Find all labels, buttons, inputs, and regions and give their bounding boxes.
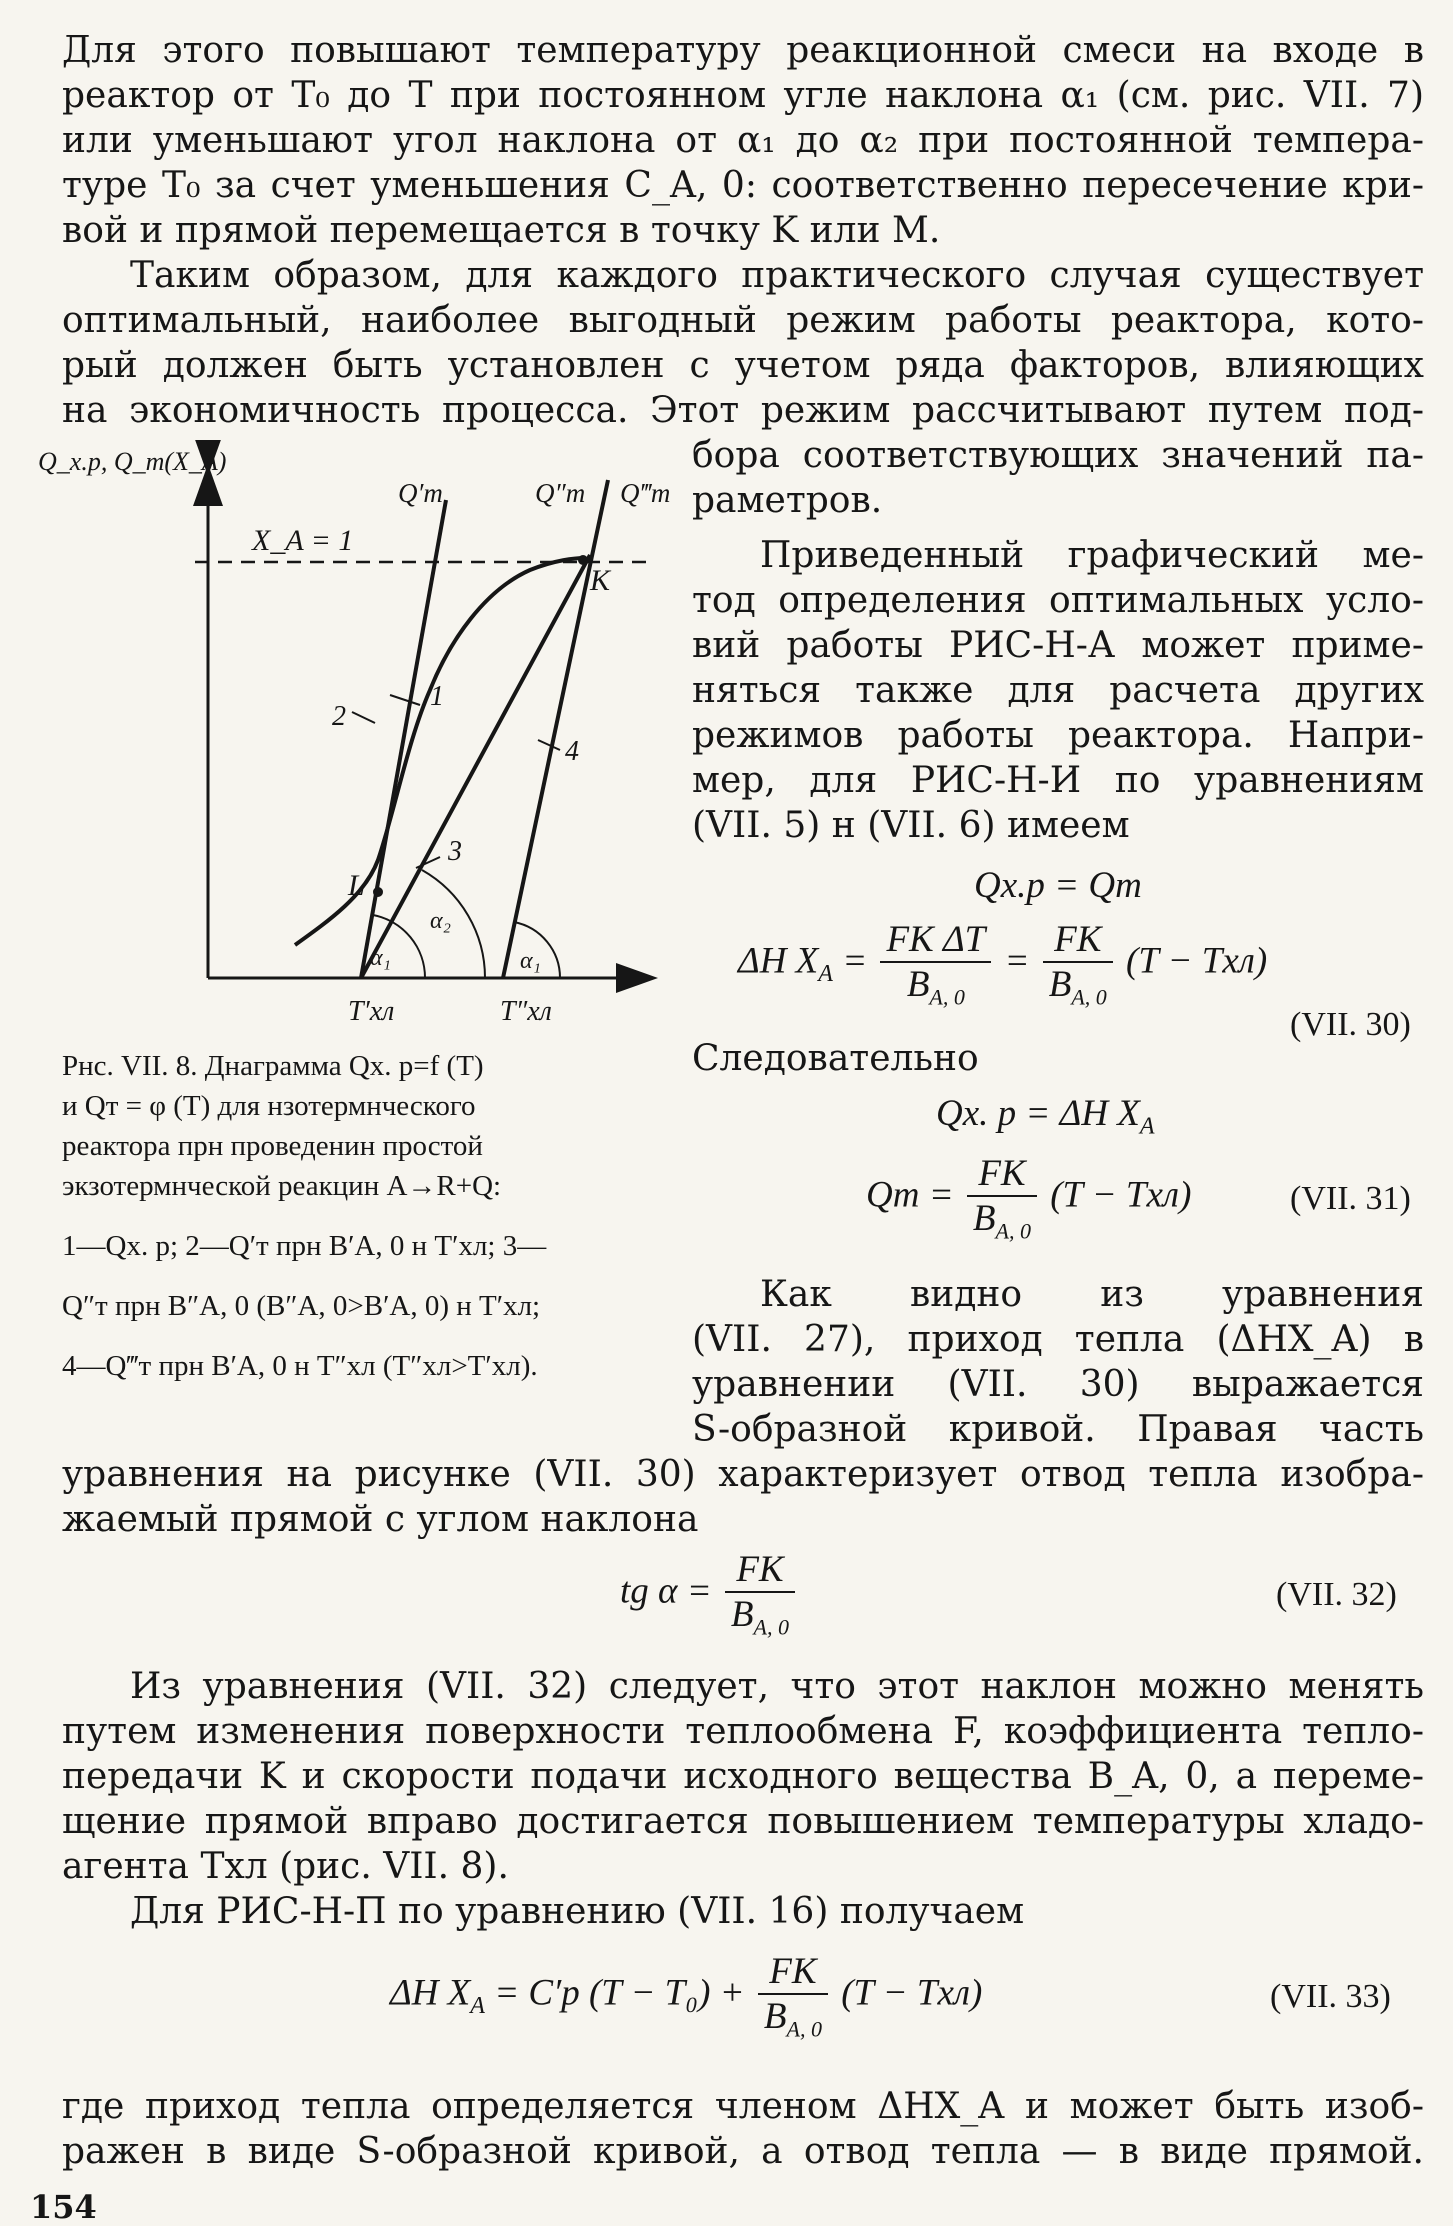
frac-den: B [1048,964,1072,1005]
frac-den-sub: A, 0 [929,984,965,1010]
text-line: тод определения оптимальных усло- [692,580,1424,621]
text-line: (VII. 27), приход тепла (ΔHX_A) в [692,1319,1424,1360]
curve-label: 1 [430,681,444,712]
caption-line: 4—Q‴т прн B′A, 0 н T″хл (T″хл>T′хл). [62,1350,538,1382]
eq-tail: (T − Tхл) [841,1972,983,2014]
top-label: Q′т [398,478,443,508]
caption-line: 1—Qх. р; 2—Q′т прн B′A, 0 н T′хл; 3— [62,1230,547,1262]
fraction [725,1548,795,1640]
frac-num: FK ΔT [880,918,991,963]
text-line: уравнении (VII. 30) выражается [692,1364,1424,1405]
equation-number: (VII. 32) [1276,1576,1397,1613]
caption-line: Рнс. VII. 8. Днаграмма Qх. р=f (T) [62,1050,484,1082]
fraction [758,1950,828,2042]
angle-label: α₁ [370,945,391,971]
line-4 [503,480,608,978]
text-line: вой и прямой перемещается в точку K или M. [62,210,941,251]
top-label: Q‴т [620,478,671,508]
page-number: 154 [30,2188,97,2226]
text-line: мер, для РИС-Н-И по уравнениям [692,760,1424,801]
equation-vii-30: ΔH $X_A$ = $\frac{\text{FK ΔT}}{B_{A, 0}}$ = $\frac{FK}{B_{A, 0}}$ (T − Tхл) [738,919,1268,1010]
frac-den: B [906,964,930,1005]
text-line: S-образной кривой. Правая часть [692,1409,1424,1450]
text-line: Следовательно [692,1038,979,1079]
curve-1 [295,558,585,945]
equation-number: (VII. 30) [1290,1006,1411,1043]
text-line: вий работы РИС-Н-А может приме- [692,625,1424,666]
figure-diagram [30,440,680,1040]
eq-lhs: ΔH X [390,1972,471,2014]
equation-vii-32 [620,1548,799,1640]
frac-den-sub: A, 0 [786,2016,822,2042]
line-2 [361,500,446,978]
text-line: жаемый прямой с углом наклона [62,1499,699,1540]
text-line: туре T₀ за счет уменьшения C_A, 0: соответственно пересечение кри- [62,165,1424,206]
eq-sub: A [1139,1113,1155,1140]
curve-label: 4 [565,736,579,767]
text-line: Таким образом, для каждого практического случая существует [130,255,1424,296]
frac-den: B [972,1198,996,1239]
text-line: Для этого повышают температуру реакционной смеси на входе в [62,30,1424,71]
frac-den-sub: A, 0 [753,1614,789,1640]
angle-label: α₂ [430,908,451,934]
frac-num: FK [758,1950,828,1995]
eq-sub: A [818,961,833,988]
fraction [1043,918,1113,1010]
frac-den: B [763,1996,787,2037]
point-l [373,887,383,897]
text-line: няться также для расчета других [692,670,1424,711]
frac-num: FK [967,1152,1037,1197]
equation-vii-33 [390,1950,982,2042]
text-line: ражен в виде S-образной кривой, а отвод тепла — в виде прямой. [62,2131,1424,2172]
frac-den-sub: A, 0 [995,1218,1031,1244]
fraction [967,1152,1037,1244]
text-line: на экономичность процесса. Этот режим рассчитывают путем под- [62,390,1424,431]
text-line: Для РИС-Н-П по уравнению (VII. 16) получаем [130,1891,1025,1932]
eq-sub: A [470,1993,485,2020]
text-line: оптимальный, наиболее выгодный режим работы реактора, кото- [62,300,1424,341]
text-line: агента Tхл (рис. VII. 8). [62,1846,509,1887]
curve-label: 3 [448,836,462,867]
angle-label: α₁ [520,948,541,974]
text-line: Как видно из уравнения [760,1274,1424,1315]
eq-lhs: Qх. р = ΔH X [936,1093,1140,1134]
text-line: Приведенный графический ме- [760,535,1424,576]
text-line: раметров. [692,480,883,521]
eq-lhs: Qт = [866,1174,954,1216]
equation-vii-31 [866,1152,1191,1244]
line-3 [361,555,590,978]
eq-lhs: tg α = [620,1570,712,1612]
caption-line: и Qт = φ (T) для нзотермнческого [62,1090,476,1122]
top-label: Q″т [535,478,586,508]
x-label: T′хл [348,996,395,1027]
equation-number: (VII. 33) [1270,1978,1391,2015]
point-k [578,555,588,565]
text-line: бора соответствующих значений па- [692,435,1424,476]
frac-den-sub: A, 0 [1071,984,1107,1010]
x-label: T″хл [500,996,552,1027]
point-l-label: L [348,869,365,902]
eq-mid: = C′p (T − T₀) + [494,1972,745,2014]
frac-num: FK [1043,918,1113,963]
text-line: рый должен быть установлен с учетом ряда факторов, влияющих [62,345,1424,386]
y-axis-label: Q_х.р, Q_т(X_A) [38,447,227,476]
dashed-label: X_A = 1 [252,524,354,557]
caption-line: Q″т прн B″A, 0 (B″A, 0>B′A, 0) н T′хл; [62,1290,541,1322]
frac-den: B [730,1594,754,1635]
text-line: Из уравнения (VII. 32) следует, что этот наклон можно менять [130,1666,1424,1707]
eq-tail: (T − Tхл) [1050,1174,1192,1216]
eq-tail: (T − Tхл) [1126,940,1268,982]
equation: Qх.р = Qт [974,865,1142,906]
equation [936,1092,1155,1140]
text-line: или уменьшают угол наклона от α₁ до α₂ при постоянной темпера- [62,120,1424,161]
text-line: уравнения на рисунке (VII. 30) характеризует отвод тепла изобра- [62,1454,1424,1495]
frac-num: FK [725,1548,795,1593]
text-line: (VII. 5) н (VII. 6) имеем [692,805,1130,846]
fraction [880,918,991,1010]
text-line: реактор от T₀ до T при постоянном угле наклона α₁ (см. рис. VII. 7) [62,75,1424,116]
text-line: путем изменения поверхности теплообмена F, коэффициента тепло- [62,1711,1424,1752]
text-line: режимов работы реактора. Напри- [692,715,1424,756]
caption-line: экзотермнческой реакцин A→R+Q: [62,1170,502,1202]
eq-lhs: ΔH X [738,940,819,982]
text-line: где приход тепла определяется членом ΔHX_A и может быть изоб- [62,2086,1424,2127]
curve-label: 2 [332,701,346,732]
point-k-label: K [590,564,611,597]
caption-line: реактора прн проведенин простой [62,1130,483,1162]
equation-number: (VII. 31) [1290,1180,1411,1217]
text-line: щение прямой вправо достигается повышением температуры хладо- [62,1801,1424,1842]
text-line: передачи K и скорости подачи исходного вещества B_A, 0, а переме- [62,1756,1424,1797]
